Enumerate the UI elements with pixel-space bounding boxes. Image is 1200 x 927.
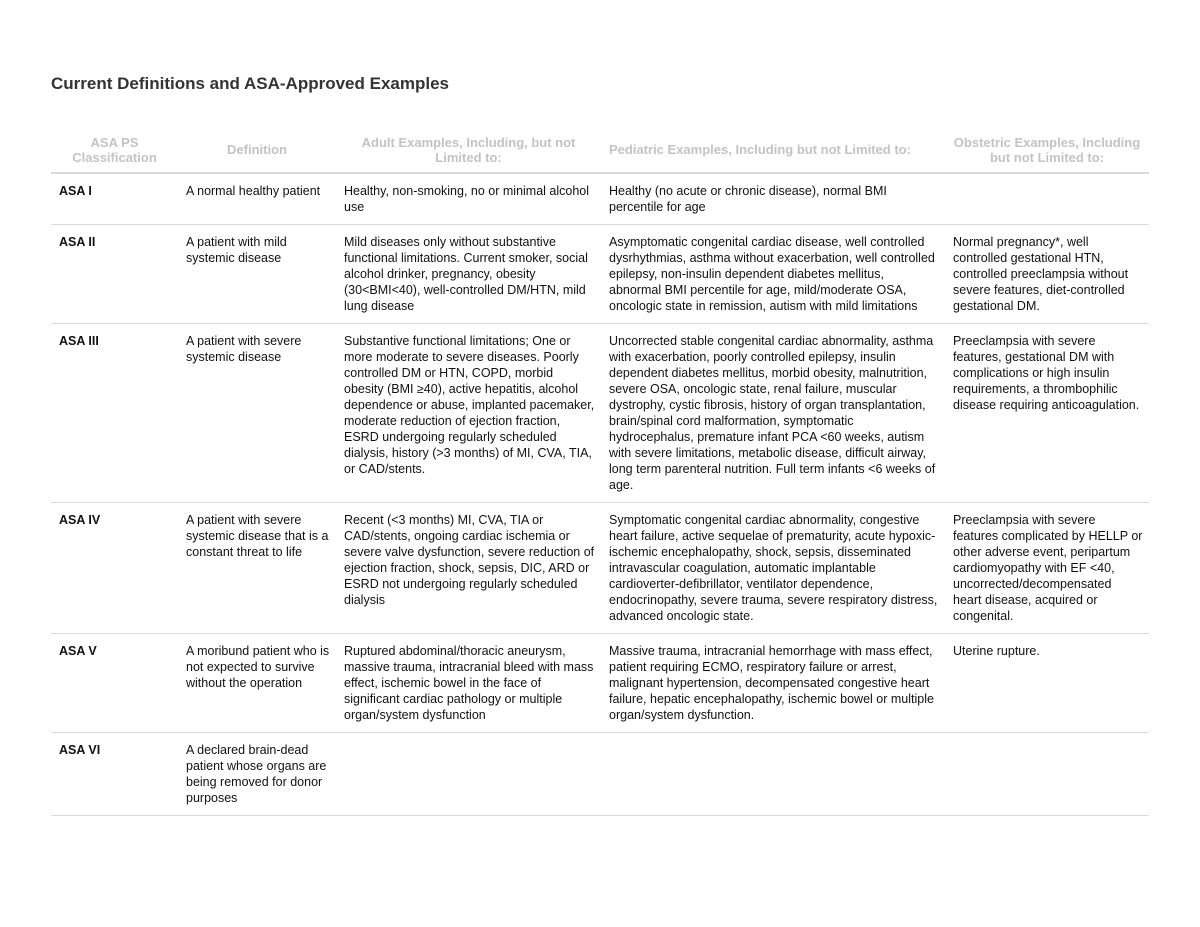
cell-pediatric-examples <box>601 733 945 816</box>
cell-definition: A patient with severe systemic disease that is a constant threat to life <box>178 503 336 634</box>
header-obstetric-examples: Obstetric Examples, Including but not Limited to: <box>945 128 1149 173</box>
header-definition: Definition <box>178 128 336 173</box>
table-row <box>51 225 1149 324</box>
cell-definition: A patient with mild systemic disease <box>178 225 336 324</box>
asa-classification-table <box>51 128 1149 816</box>
table-row <box>51 173 1149 225</box>
table-row <box>51 324 1149 503</box>
header-classification: ASA PS Classification <box>51 128 178 173</box>
cell-obstetric-examples <box>945 173 1149 225</box>
cell-pediatric-examples: Asymptomatic congenital cardiac disease, well controlled dysrhythmias, asthma without exacerbation, well controlled epilepsy, non-insulin dependent diabetes mellitus, abnormal BMI percentile for age, mild/moderate OSA, oncologic state in remission, autism with mild limitations <box>601 225 945 324</box>
cell-adult-examples <box>336 733 601 816</box>
table-row <box>51 634 1149 733</box>
cell-obstetric-examples: Preeclampsia with severe features complicated by HELLP or other adverse event, peripartum cardiomyopathy with EF <40, uncorrected/decompensated heart disease, acquired or congenital. <box>945 503 1149 634</box>
cell-definition: A normal healthy patient <box>178 173 336 225</box>
cell-obstetric-examples: Uterine rupture. <box>945 634 1149 733</box>
cell-adult-examples: Mild diseases only without substantive functional limitations. Current smoker, social alcohol drinker, pregnancy, obesity (30<BMI<40), well-controlled DM/HTN, mild lung disease <box>336 225 601 324</box>
cell-definition: A patient with severe systemic disease <box>178 324 336 503</box>
cell-obstetric-examples: Normal pregnancy*, well controlled gestational HTN, controlled preeclampsia without severe features, diet-controlled gestational DM. <box>945 225 1149 324</box>
cell-definition: A moribund patient who is not expected to survive without the operation <box>178 634 336 733</box>
cell-classification: ASA II <box>51 225 178 324</box>
cell-classification: ASA III <box>51 324 178 503</box>
header-pediatric-examples: Pediatric Examples, Including but not Limited to: <box>601 128 945 173</box>
table-row <box>51 503 1149 634</box>
cell-pediatric-examples: Symptomatic congenital cardiac abnormality, congestive heart failure, active sequelae of prematurity, acute hypoxic-ischemic encephalopathy, shock, sepsis, disseminated intravascular coagulation, automatic implantable cardioverter-defibrillator, ventilator dependence, endocrinopathy, severe trauma, severe respiratory distress, advanced oncologic state. <box>601 503 945 634</box>
cell-pediatric-examples: Healthy (no acute or chronic disease), normal BMI percentile for age <box>601 173 945 225</box>
cell-adult-examples: Substantive functional limitations; One or more moderate to severe diseases. Poorly controlled DM or HTN, COPD, morbid obesity (BMI ≥40), active hepatitis, alcohol dependence or abuse, implanted pacemaker, moderate reduction of ejection fraction, ESRD undergoing regularly scheduled dialysis, history (>3 months) of MI, CVA, TIA, or CAD/stents. <box>336 324 601 503</box>
cell-pediatric-examples: Uncorrected stable congenital cardiac abnormality, asthma with exacerbation, poorly controlled epilepsy, insulin dependent diabetes mellitus, morbid obesity, malnutrition, severe OSA, oncologic state, renal failure, muscular dystrophy, cystic fibrosis, history of organ transplantation, brain/spinal cord malformation, symptomatic hydrocephalus, premature infant PCA <60 weeks, autism with severe limitations, metabolic disease, difficult airway, long term parenteral nutrition. Full term infants <6 weeks of age. <box>601 324 945 503</box>
page-title: Current Definitions and ASA-Approved Examples <box>51 74 449 93</box>
cell-pediatric-examples: Massive trauma, intracranial hemorrhage with mass effect, patient requiring ECMO, respiratory failure or arrest, malignant hypertension, decompensated congestive heart failure, hepatic encephalopathy, ischemic bowel or multiple organ/system dysfunction. <box>601 634 945 733</box>
cell-obstetric-examples <box>945 733 1149 816</box>
cell-classification: ASA IV <box>51 503 178 634</box>
cell-adult-examples: Healthy, non-smoking, no or minimal alcohol use <box>336 173 601 225</box>
cell-definition: A declared brain-dead patient whose organs are being removed for donor purposes <box>178 733 336 816</box>
header-adult-examples: Adult Examples, Including, but not Limited to: <box>336 128 601 173</box>
cell-adult-examples: Recent (<3 months) MI, CVA, TIA or CAD/stents, ongoing cardiac ischemia or severe valve dysfunction, severe reduction of ejection fraction, shock, sepsis, DIC, ARD or ESRD not undergoing regularly scheduled dialysis <box>336 503 601 634</box>
cell-classification: ASA I <box>51 173 178 225</box>
cell-classification: ASA VI <box>51 733 178 816</box>
cell-classification: ASA V <box>51 634 178 733</box>
table-header-row <box>51 128 1149 173</box>
table-row <box>51 733 1149 816</box>
cell-obstetric-examples: Preeclampsia with severe features, gestational DM with complications or high insulin requirements, a thrombophilic disease requiring anticoagulation. <box>945 324 1149 503</box>
cell-adult-examples: Ruptured abdominal/thoracic aneurysm, massive trauma, intracranial bleed with mass effect, ischemic bowel in the face of significant cardiac pathology or multiple organ/system dysfunction <box>336 634 601 733</box>
